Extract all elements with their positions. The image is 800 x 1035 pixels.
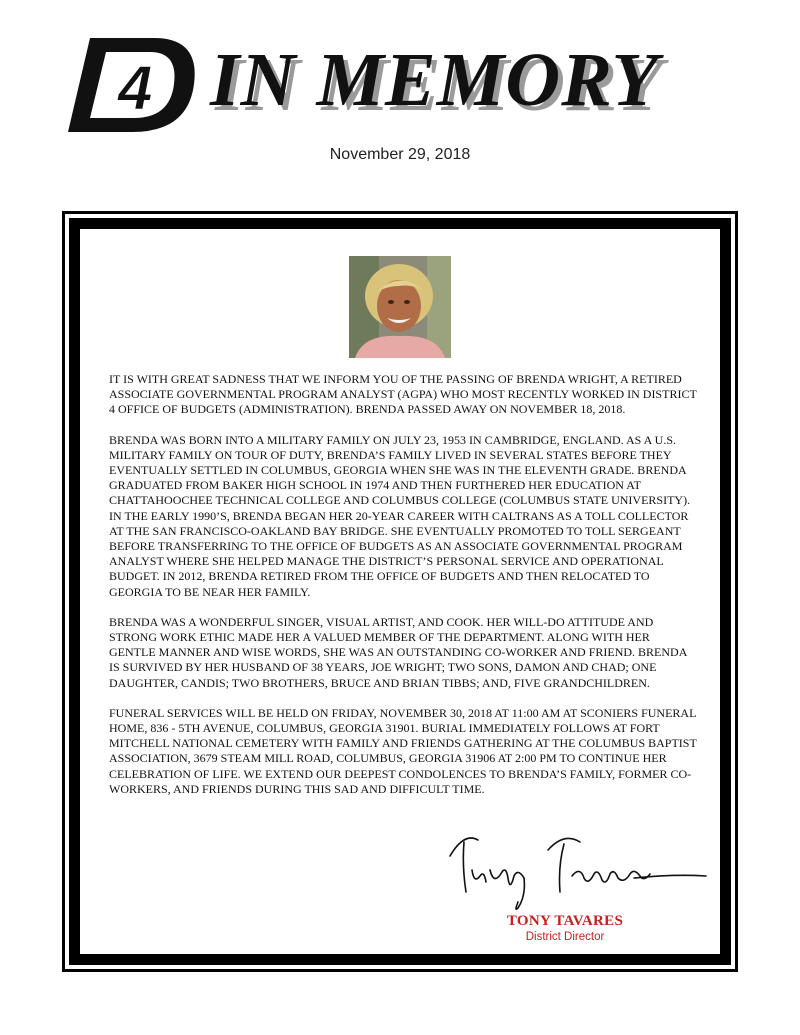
header	[0, 0, 800, 150]
page-title: IN MEMORY	[210, 38, 659, 122]
paragraph-biography: BRENDA WAS BORN INTO A MILITARY FAMILY ON JULY 23, 1953 IN CAMBRIDGE, ENGLAND. AS A U.S. MILITARY FAMILY ON TOUR OF DUTY, BRENDA’S FAMILY LIVED IN SEVERAL STATES BEFORE THEY EVENTUALLY SETTLED IN COLUMBUS, GEORGIA WHEN SHE WAS IN THE ELEVENTH GRADE. BRENDA GRADUATED FROM BAKER HIGH SCHOOL IN 1974 AND THEN FURTHERED HER EDUCATION AT CHATTAHOOCHEE TECHNICAL COLLEGE AND COLUMBUS COLLEGE (COLUMBUS STATE UNIVERSITY). IN THE EARLY 1990’S, BRENDA BEGAN HER 20-YEAR CAREER WITH CALTRANS AS A TOLL COLLECTOR AT THE SAN FRANCISCO-OAKLAND BAY BRIDGE. SHE EVENTUALLY PROMOTED TO TOLL SERGEANT BEFORE TRANSFERRING TO THE OFFICE OF BUDGETS AS AN ASSOCIATE GOVERNMENTAL PROGRAM ANALYST WHERE SHE HELPED MANAGE THE DISTRICT’S PERSONAL SERVICE AND OPERATIONAL BUDGET. IN 2012, BRENDA RETIRED FROM THE OFFICE OF BUDGETS AND THEN RELOCATED TO GEORGIA TO BE NEAR HER FAMILY.	[109, 432, 691, 599]
paragraph-announcement: IT IS WITH GREAT SADNESS THAT WE INFORM YOU OF THE PASSING OF BRENDA WRIGHT, A RETIRED ASSOCIATE GOVERNMENTAL PROGRAM ANALYST (AGPA) WHO MOST RECENTLY WORKED IN DISTRICT 4 OFFICE OF BUDGETS (ADMINISTRATION). BRENDA PASSED AWAY ON NOVEMBER 18, 2018.	[109, 372, 697, 417]
memo-date: November 29, 2018	[329, 146, 471, 163]
district-4-logo	[62, 34, 202, 139]
portrait-photo	[349, 256, 451, 358]
handwritten-signature	[444, 826, 714, 916]
paragraph-character-family: BRENDA WAS A WONDERFUL SINGER, VISUAL ARTIST, AND COOK. HER WILL-DO ATTITUDE AND STRONG WORK ETHIC MADE HER A VALUED MEMBER OF THE DEPARTMENT. ALONG WITH HER GENTLE MANNER AND WISE WORDS, SHE WAS AN OUTSTANDING CO-WORKER AND FRIEND. BRENDA IS SURVIVED BY HER HUSBAND OF 38 YEARS, JOE WRIGHT; TWO SONS, DAMON AND CHAD; ONE DAUGHTER, CANDIS; TWO BROTHERS, BRUCE AND BRIAN TIBBS; AND, FIVE GRANDCHILDREN.	[109, 614, 687, 690]
logo-digit: 4	[118, 54, 153, 123]
paragraph-funeral-services: FUNERAL SERVICES WILL BE HELD ON FRIDAY, NOVEMBER 30, 2018 AT 11:00 AM AT SCONIERS FUNERAL HOME, 836 - 5TH AVENUE, COLUMBUS, GEORGIA 31901. BURIAL IMMEDIATELY FOLLOWS AT FORT MITCHELL NATIONAL CEMETERY WITH FAMILY AND FRIENDS GATHERING AT THE COLUMBUS BAPTIST ASSOCIATION, 3679 STEAM MILL ROAD, COLUMBUS, GEORGIA 31906 AT 2:00 PM TO CONTINUE HER CELEBRATION OF LIFE. WE EXTEND OUR DEEPEST CONDOLENCES TO BRENDA’S FAMILY, FORMER CO-WORKERS, AND FRIENDS DURING THIS SAD AND DIFFICULT TIME.	[109, 705, 697, 796]
obituary-body	[109, 372, 699, 812]
signatory-title: District Director	[525, 931, 605, 943]
signatory-name: TONY TAVARES	[506, 913, 624, 929]
